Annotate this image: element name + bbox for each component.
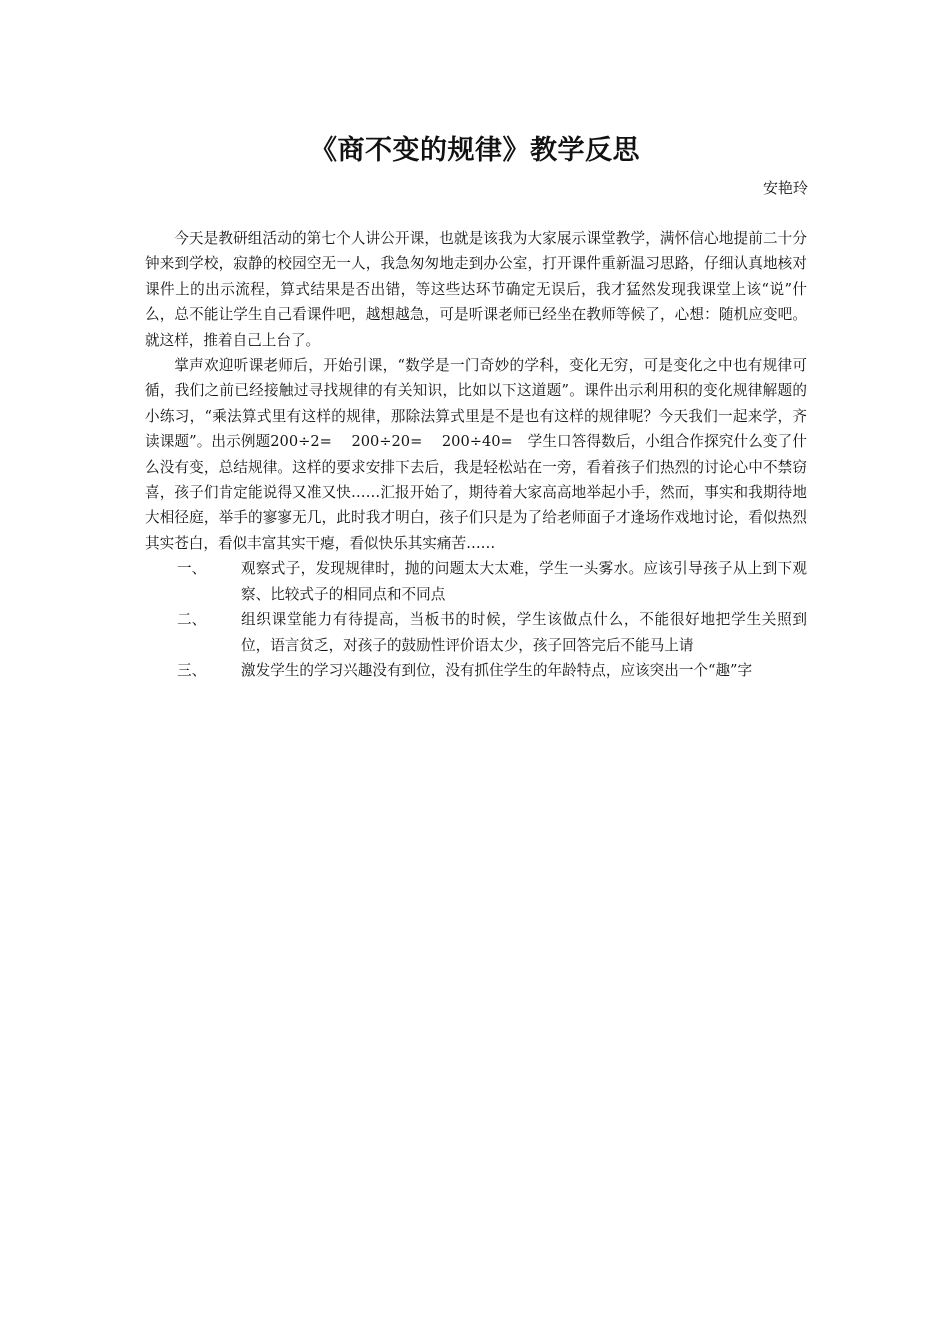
list-item <box>145 658 807 683</box>
reflection-list <box>145 556 807 683</box>
list-item <box>145 556 807 607</box>
list-text: 激发学生的学习兴趣没有到位，没有抓住学生的年龄特点，应该突出一个“趣”字 <box>241 661 753 679</box>
document-body <box>145 226 807 683</box>
paragraph: 掌声欢迎听课老师后，开始引课，“数学是一门奇妙的学科，变化无穷，可是变化之中也有规律可循，我们之前已经接触过寻找规律的有关知识，比如以下这道题”。课件出示利用积的变化规律解题的小练习，“乘法算式里有这样的规律，那除法算式里是不是也有这样的规律呢？今天我们一起来学，齐读课题”。出示例题200÷2= 200÷20= 200÷40= 学生口答得数后，小组合作探究什么变了什么没有变，总结规律。这样的要求安排下去后，我是轻松站在一旁，看着孩子们热烈的讨论心中不禁窃喜，孩子们肯定能说得又准又快……汇报开始了，期待着大家高高地举起小手，然而，事实和我期待地大相径庭，举手的寥寥无几，此时我才明白，孩子们只是为了给老师面子才逢场作戏地讨论，看似热烈其实苍白，看似丰富其实干瘪，看似快乐其实痛苦…… <box>145 357 807 552</box>
list-number: 一、 <box>177 560 207 578</box>
list-text: 组织课堂能力有待提高，当板书的时候，学生该做点什么，不能很好地把学生关照到位，语言贫乏，对孩子的鼓励性评价语太少，孩子回答完后不能马上请 <box>241 611 807 654</box>
paragraph: 今天是教研组活动的第七个人讲公开课，也就是该我为大家展示课堂教学，满怀信心地提前二十分钟来到学校，寂静的校园空无一人，我急匆匆地走到办公室，打开课件重新温习思路，仔细认真地核对课件上的出示流程，算式结果是否出错，等这些达环节确定无误后，我才猛然发现我课堂上该“说”什么，总不能让学生自己看课件吧，越想越急，可是听课老师已经坐在教师等候了，心想：随机应变吧。就这样，推着自己上台了。 <box>145 230 807 349</box>
list-text: 观察式子，发现规律时，抛的问题太大太难，学生一头雾水。应该引导孩子从上到下观察、比较式子的相同点和不同点 <box>241 560 807 603</box>
list-item <box>145 607 807 658</box>
document-title: 《商不变的规律》教学反思 <box>310 135 640 166</box>
author-name: 安艳玲 <box>762 179 808 197</box>
list-number: 三、 <box>177 661 207 679</box>
list-number: 二、 <box>177 611 207 629</box>
